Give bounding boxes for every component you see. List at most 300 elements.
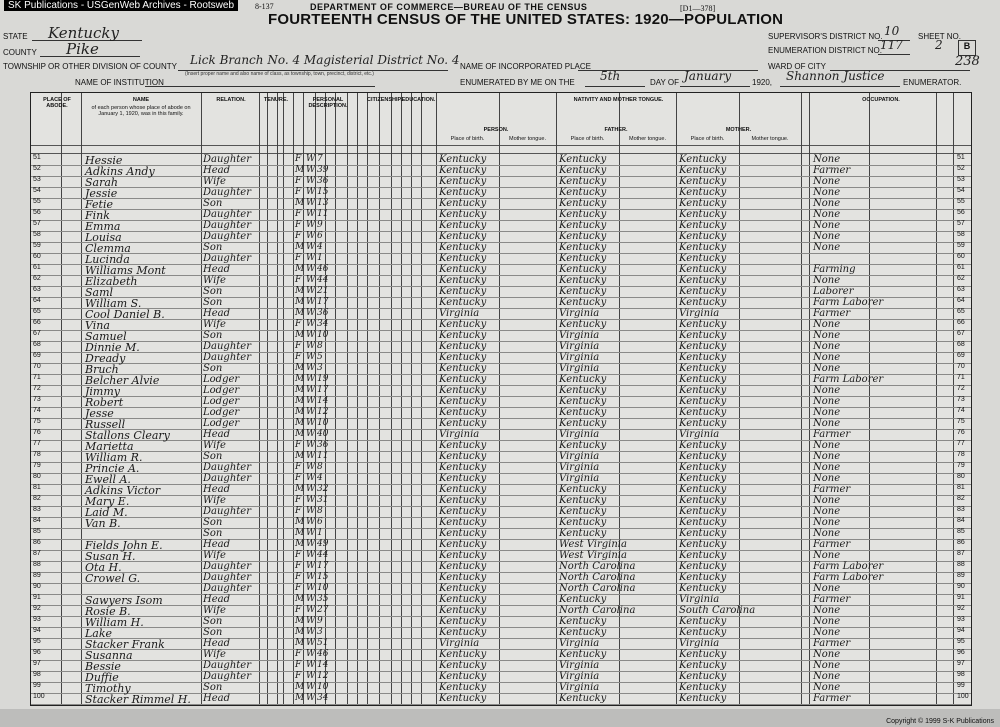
row-occupation: None [813,660,841,671]
row-person-name: Stallons Cleary [85,429,170,442]
row-person-birthplace: Kentucky [439,594,487,605]
row-age: 31 [317,495,329,505]
row-age: 35 [317,594,329,604]
row-person-birthplace: Kentucky [439,385,487,396]
row-age: 4 [317,242,323,252]
row-mother-birthplace: Kentucky [679,528,727,539]
row-person-birthplace: Kentucky [439,209,487,220]
row-sex: M [295,693,305,703]
row-sex: F [295,550,302,560]
row-sex: F [295,473,302,483]
row-relation: Head [203,638,231,649]
row-line-number-right: 55 [957,198,965,205]
row-mother-birthplace: Virginia [679,429,720,440]
row-relation: Daughter [203,231,251,242]
row-age: 19 [317,374,329,384]
row-age: 44 [317,275,329,285]
row-occupation: None [813,627,841,638]
row-race: W [306,396,316,406]
row-person-name: Crowel G. [85,572,141,585]
row-sex: F [295,462,302,472]
row-occupation: None [813,517,841,528]
row-line-number-right: 80 [957,473,965,480]
row-mother-birthplace: Kentucky [679,418,727,429]
row-sex: M [295,264,305,274]
row-occupation: None [813,220,841,231]
row-person-birthplace: Kentucky [439,297,487,308]
row-father-birthplace: Kentucky [559,187,607,198]
row-person-name: William R. [85,451,143,464]
row-sex: F [295,561,302,571]
row-line-number: 78 [33,451,41,458]
row-father-birthplace: Kentucky [559,297,607,308]
row-line-number-right: 87 [957,550,965,557]
row-father-birthplace: Kentucky [559,528,607,539]
row-father-birthplace: Kentucky [559,385,607,396]
row-race: W [306,517,316,527]
row-person-name: Emma [85,220,121,233]
row-race: W [306,671,316,681]
person-pob-header: Place of birth. [450,136,485,142]
row-occupation: None [813,209,841,220]
state-label: STATE [3,32,28,41]
row-age: 46 [317,264,329,274]
row-age: 3 [317,627,323,637]
row-sex: F [295,495,302,505]
row-line-number: 84 [33,517,41,524]
row-line-number: 66 [33,319,41,326]
row-age: 7 [317,154,323,164]
row-occupation: None [813,440,841,451]
row-line-number-right: 77 [957,440,965,447]
county-value: Pike [66,40,99,58]
nativity-header: NATIVITY AND MOTHER TONGUE. [573,97,664,103]
row-line-number-right: 78 [957,451,965,458]
row-race: W [306,352,316,362]
row-father-birthplace: Kentucky [559,209,607,220]
row-relation: Head [203,308,231,319]
row-race: W [306,418,316,428]
township-label: TOWNSHIP OR OTHER DIVISION OF COUNTY [3,62,177,71]
row-person-birthplace: Kentucky [439,253,487,264]
row-race: W [306,495,316,505]
row-relation: Head [203,594,231,605]
row-mother-birthplace: Kentucky [679,451,727,462]
row-line-number: 81 [33,484,41,491]
row-race: W [306,308,316,318]
row-father-birthplace: Kentucky [559,220,607,231]
row-age: 8 [317,341,323,351]
row-sex: M [295,308,305,318]
row-age: 34 [317,319,329,329]
row-person-name: Jimmy [85,385,121,398]
row-person-birthplace: Kentucky [439,462,487,473]
row-sex: F [295,572,302,582]
row-age: 12 [317,671,329,681]
row-line-number-right: 95 [957,638,965,645]
row-race: W [306,682,316,692]
row-father-birthplace: Virginia [559,429,600,440]
row-occupation: None [813,473,841,484]
row-person-birthplace: Kentucky [439,627,487,638]
row-mother-birthplace: Kentucky [679,231,727,242]
row-person-birthplace: Kentucky [439,286,487,297]
row-sex: M [295,627,305,637]
row-line-number: 52 [33,165,41,172]
row-father-birthplace: North Carolina [559,583,636,594]
relation-header: RELATION. [216,97,246,103]
row-father-birthplace: Kentucky [559,495,607,506]
row-mother-birthplace: Kentucky [679,363,727,374]
row-person-name: Robert [85,396,124,409]
row-relation: Head [203,165,231,176]
row-person-birthplace: Kentucky [439,264,487,275]
row-occupation: Farmer [813,594,851,605]
row-mother-birthplace: South Carolina [679,605,756,616]
row-relation: Daughter [203,154,251,165]
state-value: Kentucky [48,24,119,42]
row-line-number: 77 [33,440,41,447]
row-relation: Lodger [203,418,240,429]
row-person-name: Stacker Rimmel H. [85,693,191,706]
row-occupation: Farmer [813,484,851,495]
row-line-number-right: 58 [957,231,965,238]
row-age: 36 [317,176,329,186]
row-line-number: 63 [33,286,41,293]
row-mother-birthplace: Kentucky [679,495,727,506]
row-father-birthplace: Kentucky [559,627,607,638]
row-race: W [306,440,316,450]
row-age: 4 [317,473,323,483]
row-line-number-right: 70 [957,363,965,370]
row-line-number-right: 57 [957,220,965,227]
row-relation: Son [203,297,223,308]
row-sex: F [295,154,302,164]
row-relation: Son [203,451,223,462]
row-mother-birthplace: Kentucky [679,319,727,330]
personal-header: PERSONAL DESCRIPTION. [308,97,348,109]
row-mother-birthplace: Kentucky [679,396,727,407]
row-age: 39 [317,165,329,175]
row-line-number-right: 85 [957,528,965,535]
row-occupation: Farmer [813,165,851,176]
citizenship-header: CITIZENSHIP. [367,97,403,103]
row-line-number-right: 74 [957,407,965,414]
row-father-birthplace: Kentucky [559,198,607,209]
row-occupation: None [813,396,841,407]
row-mother-birthplace: Kentucky [679,627,727,638]
row-person-birthplace: Kentucky [439,693,487,704]
row-mother-birthplace: Kentucky [679,473,727,484]
row-father-birthplace: Virginia [559,462,600,473]
row-race: W [306,451,316,461]
row-mother-birthplace: Kentucky [679,693,727,704]
row-mother-birthplace: Kentucky [679,242,727,253]
enumeration-label: ENUMERATION DISTRICT NO. [768,46,882,55]
row-age: 51 [317,638,329,648]
row-sex: F [295,440,302,450]
row-race: W [306,297,316,307]
mother-header: MOTHER. [725,127,752,133]
row-race: W [306,605,316,615]
row-person-name: Dinnie M. [85,341,140,354]
row-father-birthplace: Kentucky [559,418,607,429]
row-relation: Son [203,616,223,627]
row-race: W [306,319,316,329]
row-line-number: 74 [33,407,41,414]
ward-label: WARD OF CITY [768,62,826,71]
row-occupation: None [813,671,841,682]
row-sex: F [295,506,302,516]
row-sex: M [295,539,305,549]
row-father-birthplace: Virginia [559,671,600,682]
row-sex: M [295,374,305,384]
row-person-birthplace: Kentucky [439,231,487,242]
archive-watermark: SK Publications - USGenWeb Archives - Rootsweb [4,0,238,11]
row-relation: Wife [203,176,226,187]
row-person-name: Laid M. [85,506,128,519]
row-person-birthplace: Kentucky [439,165,487,176]
row-sex: F [295,220,302,230]
row-mother-birthplace: Kentucky [679,539,727,550]
mother-tongue-header: Mother tongue. [751,136,789,142]
row-relation: Son [203,198,223,209]
row-father-birthplace: Kentucky [559,286,607,297]
row-relation: Head [203,264,231,275]
row-occupation: None [813,352,841,363]
row-line-number-right: 68 [957,341,965,348]
row-person-birthplace: Virginia [439,429,480,440]
row-race: W [306,154,316,164]
row-person-name: Lucinda [85,253,130,266]
row-line-number: 58 [33,231,41,238]
row-occupation: Farmer [813,308,851,319]
row-age: 12 [317,407,329,417]
row-line-number-right: 96 [957,649,965,656]
row-father-birthplace: Kentucky [559,440,607,451]
row-race: W [306,220,316,230]
row-relation: Daughter [203,462,251,473]
row-mother-birthplace: Kentucky [679,352,727,363]
row-race: W [306,550,316,560]
row-sex: M [295,594,305,604]
row-sex: F [295,352,302,362]
row-occupation: None [813,319,841,330]
row-person-birthplace: Kentucky [439,440,487,451]
row-relation: Daughter [203,352,251,363]
row-race: W [306,198,316,208]
row-race: W [306,462,316,472]
row-sex: M [295,517,305,527]
row-occupation: None [813,550,841,561]
row-father-birthplace: West Virginia [559,539,627,550]
mother-pob-header: Place of birth. [690,136,725,142]
row-line-number-right: 71 [957,374,965,381]
row-mother-birthplace: Kentucky [679,517,727,528]
row-race: W [306,374,316,384]
row-person-birthplace: Kentucky [439,517,487,528]
occupation-header: OCCUPATION. [862,97,900,103]
row-relation: Daughter [203,473,251,484]
row-relation: Son [203,363,223,374]
row-line-number: 95 [33,638,41,645]
row-occupation: None [813,605,841,616]
row-person-birthplace: Kentucky [439,539,487,550]
row-sex: F [295,176,302,186]
row-father-birthplace: Virginia [559,363,600,374]
row-mother-birthplace: Kentucky [679,583,727,594]
row-sex: M [295,242,305,252]
row-relation: Lodger [203,374,240,385]
row-mother-birthplace: Kentucky [679,275,727,286]
row-person-name: Susan H. [85,550,136,563]
row-mother-birthplace: Kentucky [679,187,727,198]
row-line-number-right: 100 [957,693,969,700]
row-mother-birthplace: Kentucky [679,616,727,627]
row-occupation: None [813,275,841,286]
row-sex: F [295,649,302,659]
row-line-number: 96 [33,649,41,656]
row-line-number-right: 82 [957,495,965,502]
row-line-number-right: 60 [957,253,965,260]
row-sex: M [295,616,305,626]
row-mother-birthplace: Kentucky [679,484,727,495]
row-race: W [306,275,316,285]
row-line-number-right: 97 [957,660,965,667]
row-line-number-right: 89 [957,572,965,579]
row-line-number: 53 [33,176,41,183]
row-person-name: Susanna [85,649,133,662]
row-race: W [306,341,316,351]
row-line-number: 61 [33,264,41,271]
row-person-birthplace: Kentucky [439,154,487,165]
row-father-birthplace: Virginia [559,352,600,363]
row-occupation: Farm Laborer [813,572,884,583]
row-person-birthplace: Kentucky [439,242,487,253]
footer-strip [0,709,1000,727]
row-person-name: Fink [85,209,110,222]
enumerator-label: ENUMERATOR. [903,78,962,87]
row-occupation: Farm Laborer [813,374,884,385]
row-person-birthplace: Kentucky [439,220,487,231]
person-tongue-header: Mother tongue. [509,136,546,142]
row-race: W [306,506,316,516]
row-line-number: 86 [33,539,41,546]
row-relation: Daughter [203,209,251,220]
row-line-number: 100 [33,693,45,700]
row-occupation: Farm Laborer [813,561,884,572]
row-mother-birthplace: Kentucky [679,209,727,220]
row-line-number-right: 90 [957,583,965,590]
row-occupation: None [813,451,841,462]
row-relation: Lodger [203,396,240,407]
row-father-birthplace: Virginia [559,308,600,319]
row-relation: Daughter [203,660,251,671]
row-sex: F [295,275,302,285]
row-line-number: 88 [33,561,41,568]
census-title: FOURTEENTH CENSUS OF THE UNITED STATES: 1920—POPULATION [268,11,784,28]
row-race: W [306,330,316,340]
row-age: 1 [317,253,323,263]
row-person-name: Duffie [85,671,119,684]
row-line-number: 56 [33,209,41,216]
row-sex: M [295,528,305,538]
row-person-birthplace: Kentucky [439,176,487,187]
row-race: W [306,176,316,186]
row-age: 49 [317,539,329,549]
row-race: W [306,209,316,219]
sheet-side: B [958,40,976,56]
row-age: 17 [317,385,329,395]
row-occupation: None [813,385,841,396]
row-mother-birthplace: Kentucky [679,649,727,660]
row-age: 1 [317,528,323,538]
row-mother-birthplace: Kentucky [679,572,727,583]
row-person-birthplace: Virginia [439,308,480,319]
row-age: 40 [317,429,329,439]
row-occupation: None [813,583,841,594]
row-line-number-right: 54 [957,187,965,194]
row-person-birthplace: Kentucky [439,363,487,374]
row-race: W [306,649,316,659]
row-sex: M [295,451,305,461]
row-mother-birthplace: Kentucky [679,506,727,517]
row-line-number-right: 61 [957,264,965,271]
township-value: Lick Branch No. 4 Magisterial District No. 4 [190,53,460,67]
row-race: W [306,165,316,175]
row-person-birthplace: Kentucky [439,671,487,682]
row-occupation: None [813,407,841,418]
row-relation: Daughter [203,253,251,264]
row-father-birthplace: Kentucky [559,231,607,242]
row-line-number: 54 [33,187,41,194]
row-mother-birthplace: Kentucky [679,660,727,671]
sheet-value: 2 [935,38,943,52]
row-sex: F [295,583,302,593]
row-line-number-right: 83 [957,506,965,513]
row-age: 36 [317,308,329,318]
row-line-number: 55 [33,198,41,205]
row-person-birthplace: Kentucky [439,550,487,561]
row-age: 8 [317,506,323,516]
row-age: 17 [317,561,329,571]
row-age: 17 [317,297,329,307]
row-line-number-right: 66 [957,319,965,326]
page-number: 238 [955,54,980,69]
row-race: W [306,539,316,549]
row-mother-birthplace: Kentucky [679,341,727,352]
row-line-number-right: 51 [957,154,965,161]
row-line-number: 97 [33,660,41,667]
row-line-number: 57 [33,220,41,227]
row-person-birthplace: Kentucky [439,275,487,286]
row-line-number: 79 [33,462,41,469]
row-sex: M [295,418,305,428]
row-race: W [306,473,316,483]
row-relation: Lodger [203,407,240,418]
row-mother-birthplace: Kentucky [679,165,727,176]
row-relation: Daughter [203,671,251,682]
person-header: PERSON. [483,127,509,133]
row-person-birthplace: Kentucky [439,473,487,484]
row-mother-birthplace: Virginia [679,638,720,649]
row-mother-birthplace: Kentucky [679,561,727,572]
row-age: 36 [317,440,329,450]
row-race: W [306,660,316,670]
row-relation: Wife [203,275,226,286]
row-relation: Son [203,627,223,638]
row-father-birthplace: Kentucky [559,275,607,286]
